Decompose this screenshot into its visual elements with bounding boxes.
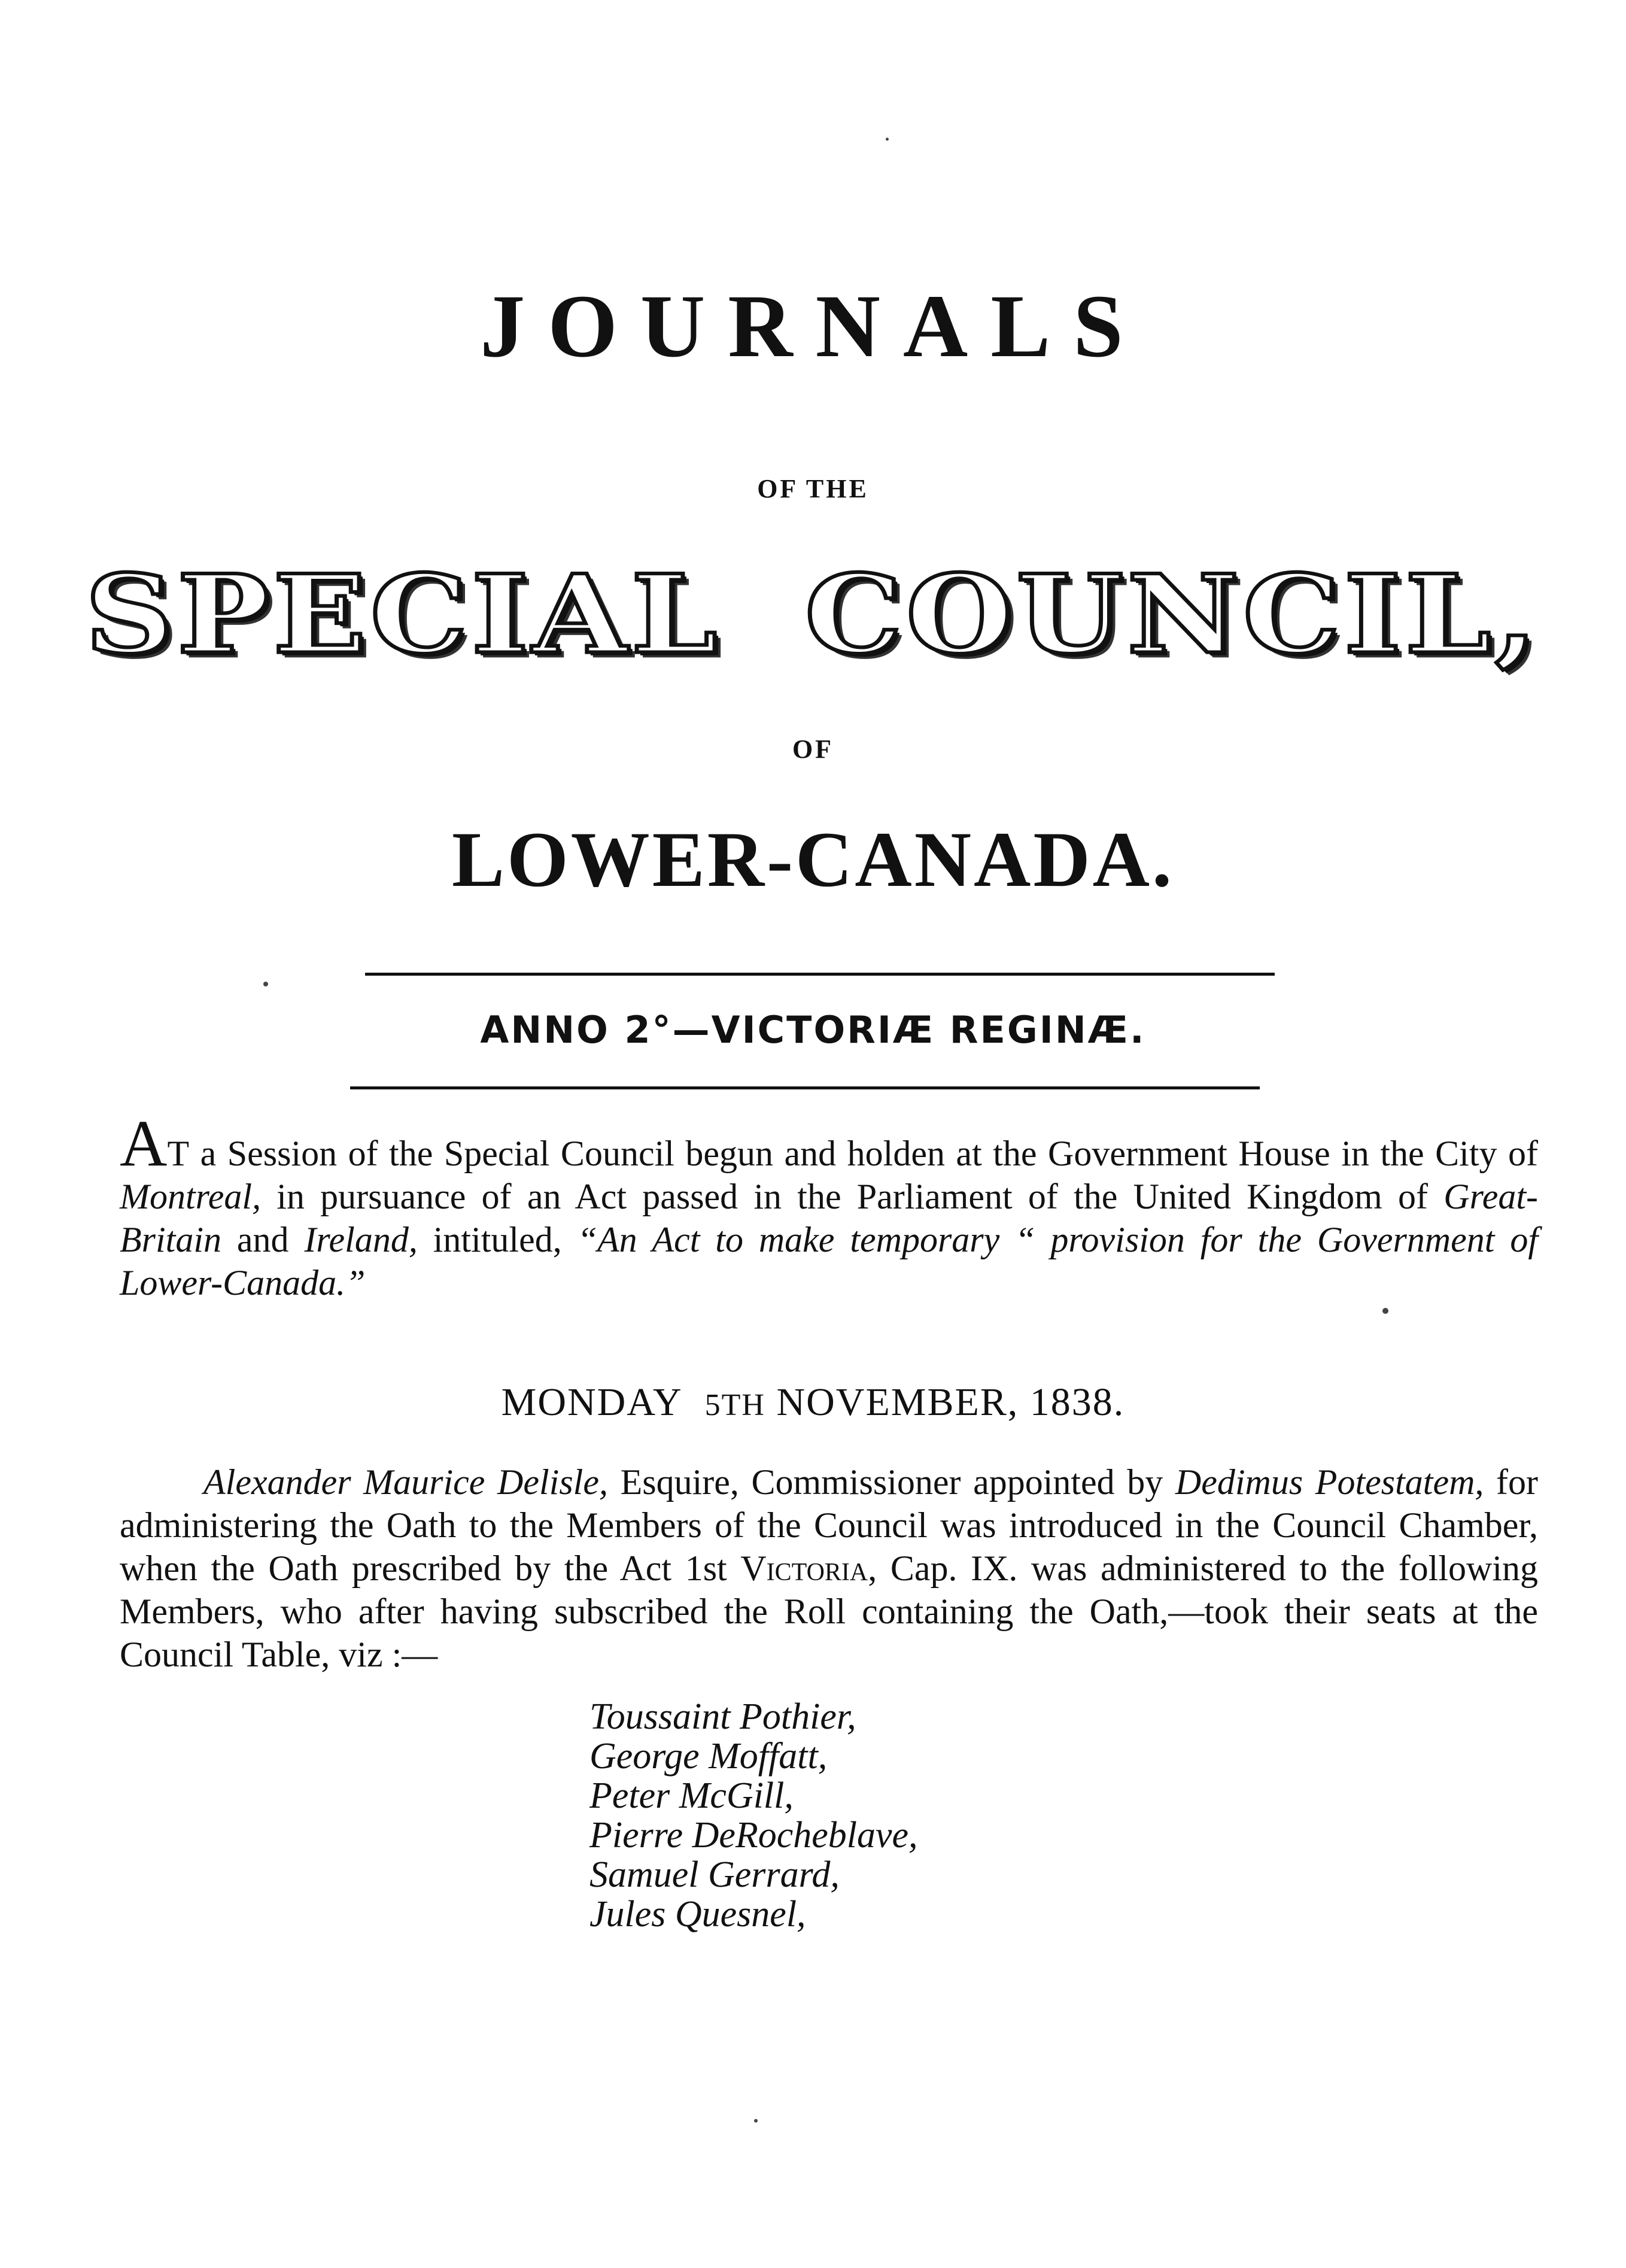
- top-divider: [365, 973, 1275, 976]
- date-line: [0, 1380, 1626, 1424]
- print-speck: [263, 982, 268, 986]
- oath-text-2: for administering the Oath to the Members of the Council was introduced in the Council Chamber, when the Oath prescribed by the Act 1st: [120, 1462, 1538, 1588]
- drop-cap: A: [120, 1107, 168, 1180]
- member-name: George Moffatt,: [589, 1736, 828, 1777]
- member-name: Samuel Gerrard,: [589, 1854, 840, 1895]
- opening-text-3: and: [221, 1220, 305, 1259]
- oath-text-3: Cap. IX. was administered to the following Members, who after having subscribed the Roll containing the Oath,—took their seats at the Council Table, viz :—: [120, 1549, 1539, 1674]
- opening-act-title: “An Act to make temporary “ provision for the Government of Lower-Canada.”: [120, 1220, 1538, 1302]
- oath-italic-2: Dedimus Potestatem,: [1175, 1462, 1484, 1502]
- opening-text-1: a Session of the Special Council begun and holden at the Government House in the City of: [189, 1134, 1538, 1173]
- date-rest: NOVEMBER, 1838.: [776, 1380, 1125, 1424]
- opening-text-4: intituled,: [417, 1220, 578, 1259]
- of-the-line: OF THE: [757, 474, 869, 503]
- opening-text-2: in pursuance of an Act passed in the Parliament of the United Kingdom of: [261, 1177, 1444, 1216]
- member-list: [589, 1697, 918, 1934]
- page-title: JOURNALS: [480, 277, 1146, 376]
- oath-small-caps: Victoria,: [740, 1549, 877, 1588]
- member-name: Toussaint Pothier,: [589, 1696, 856, 1737]
- print-speck: [1382, 1308, 1388, 1314]
- ornamental-heading: [0, 551, 1626, 678]
- date-ordinal: 5TH: [704, 1388, 765, 1422]
- opening-italic-3: Ireland,: [304, 1220, 418, 1259]
- province-heading: LOWER-CANADA.: [452, 815, 1174, 903]
- special-word: SPECIAL: [84, 551, 721, 678]
- print-speck: [754, 2119, 758, 2123]
- date-day: MONDAY: [501, 1380, 683, 1424]
- oath-italic-1: Alexander Maurice Delisle,: [203, 1462, 608, 1502]
- of-line: OF: [792, 734, 834, 764]
- council-word: COUNCIL,: [804, 551, 1542, 678]
- opening-paragraph: [120, 1107, 1538, 1304]
- oath-text-1: Esquire, Commissioner appointed by: [607, 1462, 1175, 1502]
- opening-italic-1: Montreal,: [120, 1177, 262, 1216]
- member-name: Jules Quesnel,: [589, 1894, 806, 1935]
- bottom-divider: [350, 1086, 1260, 1089]
- anno-line: ANNO 2°—VICTORIÆ REGINÆ.: [480, 1008, 1146, 1052]
- lead-letter: T: [167, 1134, 190, 1173]
- member-name: Pierre DeRocheblave,: [589, 1815, 918, 1856]
- print-speck: [886, 138, 889, 141]
- opening-italic-2: Great-Britain: [120, 1177, 1538, 1259]
- oath-paragraph: [120, 1461, 1538, 1676]
- member-name: Peter McGill,: [589, 1775, 794, 1816]
